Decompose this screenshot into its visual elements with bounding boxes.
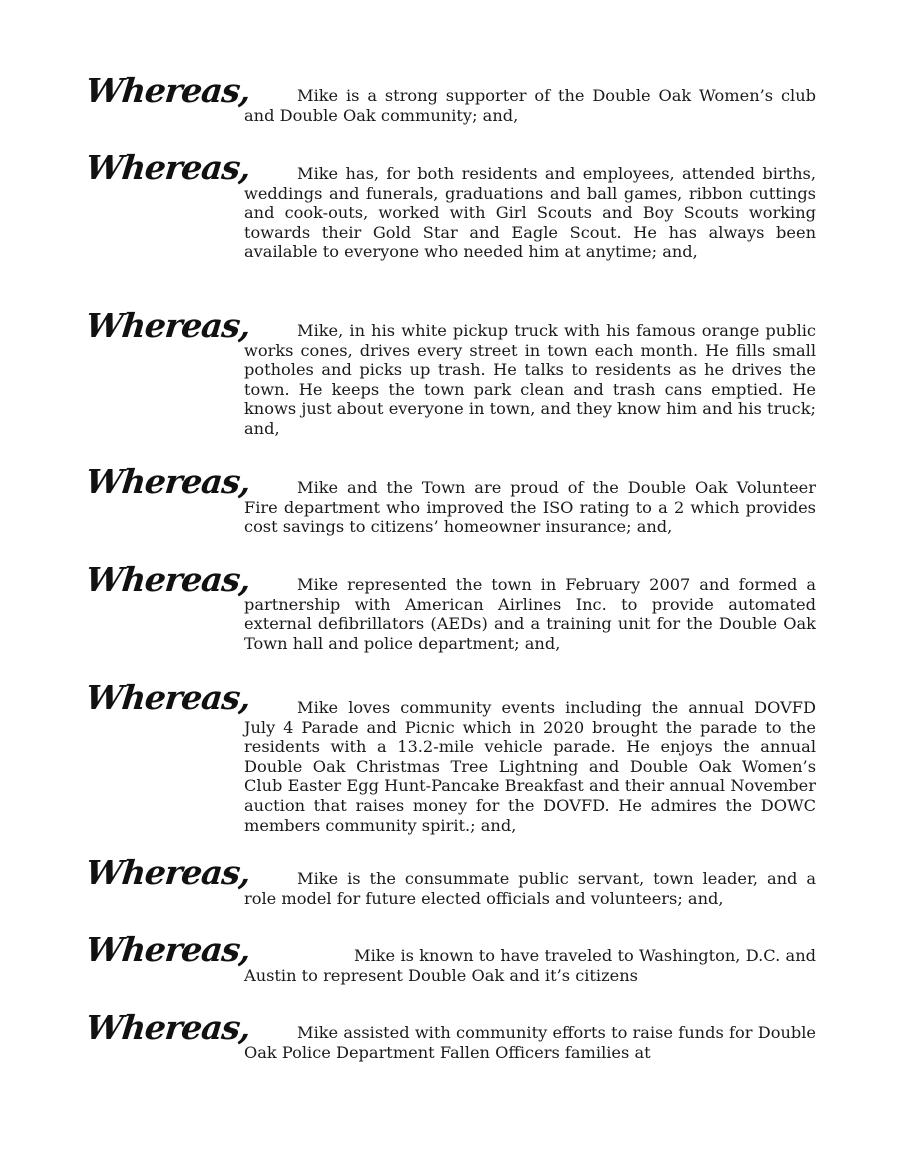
clause-paragraph: Mike is known to have traveled to Washington, D.C. and Austin to represent Double Oak and it’s citizens [244, 946, 816, 985]
clause-paragraph: Mike is the consummate public servant, town leader, and a role model for future elected officials and volunteers; and, [244, 869, 816, 908]
whereas-heading: Whereas, [83, 853, 252, 892]
whereas-heading: Whereas, [83, 560, 252, 599]
clause-paragraph: Mike and the Town are proud of the Double Oak Volunteer Fire department who improved the ISO rating to a 2 which provides cost savings to citizens’ homeowner insurance; and, [244, 478, 816, 537]
clause-paragraph: Mike loves community events including the annual DOVFD July 4 Parade and Picnic which in 2020 brought the parade to the residents with a 13.2-mile vehicle parade. He enjoys the annual Double Oak Christmas Tree Lightning and Double Oak Women’s Club Easter Egg Hunt-Pancake Breakfast and their annual November auction that raises money for the DOVFD. He admires the DOWC members community spirit.; and, [244, 698, 816, 835]
whereas-heading: Whereas, [83, 930, 252, 969]
clause-paragraph: Mike, in his white pickup truck with his famous orange public works cones, drives every street in town each month. He fills small potholes and picks up trash. He talks to residents as he drives the town. He keeps the town park clean and trash cans emptied. He knows just about everyone in town, and they know him and his truck; and, [244, 321, 816, 438]
whereas-heading: Whereas, [83, 148, 252, 187]
whereas-heading: Whereas, [83, 1008, 252, 1047]
whereas-heading: Whereas, [83, 306, 252, 345]
clause-paragraph: Mike is a strong supporter of the Double Oak Women’s club and Double Oak community; and, [244, 86, 816, 125]
whereas-heading: Whereas, [83, 71, 252, 110]
whereas-heading: Whereas, [83, 678, 252, 717]
clause-paragraph: Mike has, for both residents and employees, attended births, weddings and funerals, graduations and ball games, ribbon cuttings and cook-outs, worked with Girl Scouts and Boy Scouts working towards their Gold Star and Eagle Scout. He has always been available to everyone who needed him at anytime; and, [244, 164, 816, 262]
clause-paragraph: Mike represented the town in February 2007 and formed a partnership with American Airlines Inc. to provide automated external defibrillators (AEDs) and a training unit for the Double Oak Town hall and police department; and, [244, 575, 816, 653]
clause-paragraph: Mike assisted with community efforts to raise funds for Double Oak Police Department Fallen Officers families at [244, 1023, 816, 1062]
whereas-heading: Whereas, [83, 462, 252, 501]
